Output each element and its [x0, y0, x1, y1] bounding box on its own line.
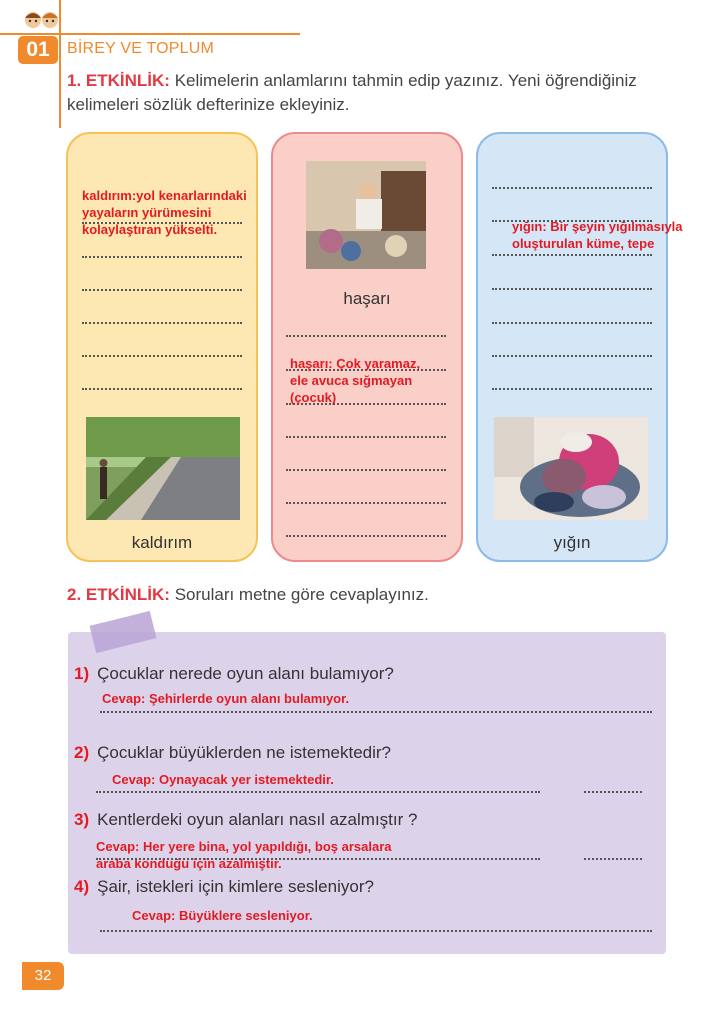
question-2 — [74, 743, 391, 763]
question-number: 1) — [74, 664, 90, 683]
card-answer-kaldirim: kaldırım:yol kenarlarındaki yayaların yürümesini kolaylaştıran yükselti. — [82, 188, 247, 237]
activity1-text: Kelimelerin anlamlarını tahmin edip yazınız. Yeni öğrendiğiniz kelimeleri sözlük defterinize ekleyiniz. — [67, 71, 637, 114]
question-1 — [74, 664, 394, 684]
answer-line — [286, 469, 446, 471]
activity1-instruction — [67, 69, 677, 117]
question-text: Kentlerdeki oyun alanları nasıl azalmıştır ? — [97, 810, 418, 829]
header-vertical-rule — [59, 0, 61, 128]
question-2-answer: Cevap: Oynayacak yer istemektedir. — [112, 772, 334, 787]
answer-line — [492, 288, 652, 290]
question-4 — [74, 877, 374, 897]
clothes-pile-photo — [494, 417, 648, 520]
question-text: Çocuklar nerede oyun alanı bulamıyor? — [97, 664, 394, 683]
answer-line — [584, 858, 642, 860]
answer-line — [286, 535, 446, 537]
card-answer-hasari: haşarı: Çok yaramaz, ele avuca sığmayan (çocuk) — [290, 356, 421, 405]
answer-line — [286, 502, 446, 504]
answer-line — [492, 322, 652, 324]
answer-line — [492, 355, 652, 357]
answer-line — [286, 436, 446, 438]
activity1-label: 1. ETKİNLİK: — [67, 71, 170, 90]
answer-line — [96, 858, 540, 860]
question-number: 3) — [74, 810, 90, 829]
road-sidewalk-photo — [86, 417, 240, 520]
messy-child-photo — [306, 161, 426, 269]
card-word-kaldirim: kaldırım — [131, 533, 193, 552]
card-answer-yigin: yığın: Bir şeyin yığılmasıyla oluşturulan küme, tepe — [512, 219, 683, 251]
answer-line — [492, 388, 652, 390]
question-4-answer: Cevap: Büyüklere sesleniyor. — [132, 908, 313, 923]
question-3-answer: Cevap: Her yere bina, yol yapıldığı, boş arsalara araba konduğu için azalmıştır. — [96, 839, 392, 871]
question-1-answer: Cevap: Şehirlerde oyun alanı bulamıyor. — [102, 691, 350, 706]
answer-line — [82, 256, 242, 258]
card-word-hasari: haşarı — [343, 289, 391, 308]
question-text: Çocuklar büyüklerden ne istemektedir? — [97, 743, 391, 762]
answer-line — [82, 289, 242, 291]
activity2-instruction — [67, 585, 429, 605]
activity2-label: 2. ETKİNLİK: — [67, 585, 170, 604]
page-number: 32 — [22, 962, 64, 990]
answer-line — [82, 322, 242, 324]
question-number: 4) — [74, 877, 90, 896]
answer-line — [100, 711, 652, 713]
card-word-yigin: yığın — [553, 533, 591, 552]
kids-logo-icon — [22, 8, 62, 34]
activity2-text: Soruları metne göre cevaplayınız. — [174, 585, 429, 604]
answer-line — [96, 791, 540, 793]
answer-line — [584, 791, 642, 793]
question-3 — [74, 810, 417, 830]
header-rule — [0, 33, 300, 35]
question-text: Şair, istekleri için kimlere sesleniyor? — [97, 877, 374, 896]
unit-title: BİREY VE TOPLUM — [67, 40, 215, 57]
answer-line — [492, 187, 652, 189]
answer-line — [286, 335, 446, 337]
question-number: 2) — [74, 743, 90, 762]
answer-line — [100, 930, 652, 932]
answer-line — [82, 355, 242, 357]
unit-number-badge: 01 — [18, 36, 58, 64]
answer-line — [82, 388, 242, 390]
answer-line — [492, 254, 652, 256]
